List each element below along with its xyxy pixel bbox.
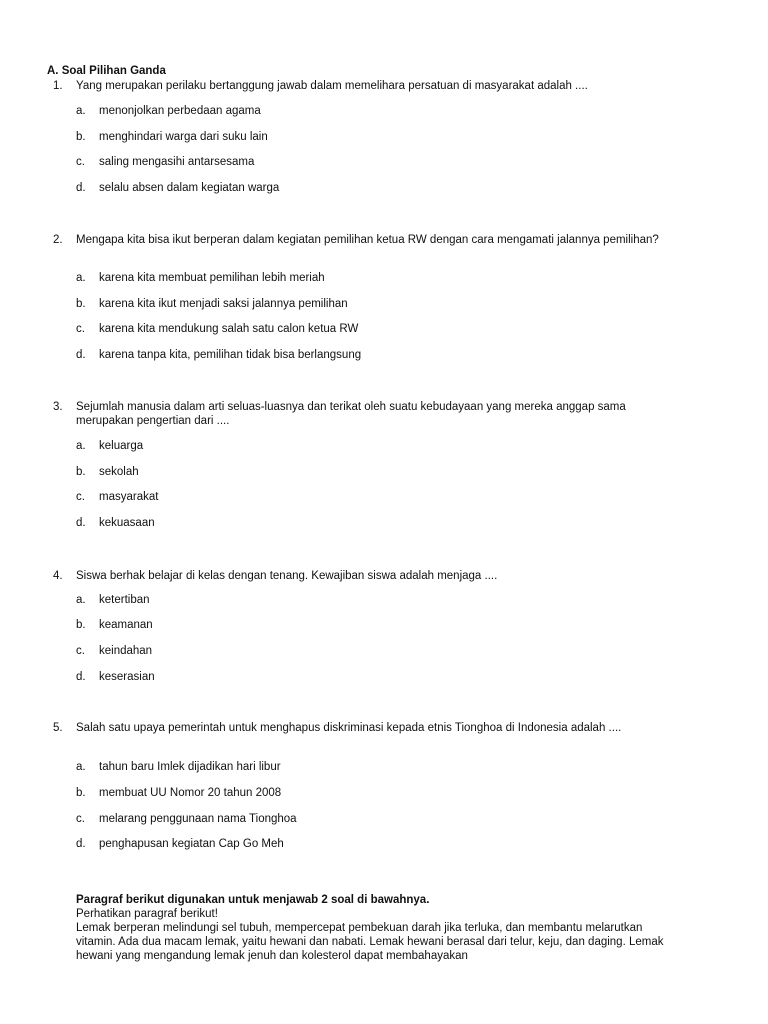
question-number: 4. xyxy=(53,570,63,582)
option-2a xyxy=(0,271,768,285)
option-1a xyxy=(0,104,768,118)
option-3c xyxy=(0,490,768,504)
option-text: keserasian xyxy=(99,671,155,683)
question-number: 3. xyxy=(53,401,63,413)
option-4c xyxy=(0,644,768,658)
option-text: keluarga xyxy=(99,440,144,452)
option-5a xyxy=(0,760,768,774)
option-1c xyxy=(0,155,768,169)
option-letter: b. xyxy=(76,466,86,478)
option-text: selalu absen dalam kegiatan warga xyxy=(99,182,280,194)
option-letter: d. xyxy=(76,182,86,194)
passage-intro: Perhatikan paragraf berikut! xyxy=(76,908,218,920)
option-text: membuat UU Nomor 20 tahun 2008 xyxy=(99,787,282,799)
reading-passage xyxy=(76,893,676,963)
option-text: karena tanpa kita, pemilihan tidak bisa berlangsung xyxy=(99,349,362,361)
option-text: penghapusan kegiatan Cap Go Meh xyxy=(99,838,284,850)
question-text: Sejumlah manusia dalam arti seluas-luasnya dan terikat oleh suatu kebudayaan yang mereka anggap sama merupakan pengertian dari .... xyxy=(76,401,626,427)
option-2b xyxy=(0,297,768,311)
option-letter: c. xyxy=(76,491,85,503)
question-text: Mengapa kita bisa ikut berperan dalam kegiatan pemilihan ketua RW dengan cara mengamati jalannya pemilihan? xyxy=(76,234,659,246)
option-text: sekolah xyxy=(99,466,139,478)
option-letter: a. xyxy=(76,594,86,606)
option-text: menonjolkan perbedaan agama xyxy=(99,105,261,117)
option-letter: d. xyxy=(76,517,86,529)
option-text: tahun baru Imlek dijadikan hari libur xyxy=(99,761,281,773)
option-text: karena kita membuat pemilihan lebih meriah xyxy=(99,272,325,284)
option-text: menghindari warga dari suku lain xyxy=(99,131,268,143)
option-5d xyxy=(0,837,768,851)
passage-body: Lemak berperan melindungi sel tubuh, mempercepat pembekuan darah jika terluka, dan membantu melarutkan vitamin. Ada dua macam lemak, yaitu hewani dan nabati. Lemak hewani berasal dari telur, keju, dan daging. Lemak hewani yang mengandung lemak jenuh dan kolesterol dapat membahayakan xyxy=(76,922,664,962)
option-text: saling mengasihi antarsesama xyxy=(99,156,255,168)
option-letter: d. xyxy=(76,349,86,361)
option-5b xyxy=(0,786,768,800)
option-2d xyxy=(0,348,768,362)
option-text: karena kita ikut menjadi saksi jalannya pemilihan xyxy=(99,298,348,310)
question-number: 5. xyxy=(53,722,63,734)
option-letter: c. xyxy=(76,645,85,657)
question-text: Yang merupakan perilaku bertanggung jawab dalam memelihara persatuan di masyarakat adalah .... xyxy=(76,80,588,92)
option-3b xyxy=(0,465,768,479)
option-letter: b. xyxy=(76,298,86,310)
question-text: Salah satu upaya pemerintah untuk menghapus diskriminasi kepada etnis Tionghoa di Indonesia adalah .... xyxy=(76,722,622,734)
option-letter: b. xyxy=(76,619,86,631)
option-letter: b. xyxy=(76,131,86,143)
option-2c xyxy=(0,322,768,336)
option-4b xyxy=(0,618,768,632)
question-number: 1. xyxy=(53,80,63,92)
option-letter: c. xyxy=(76,323,85,335)
option-text: keindahan xyxy=(99,645,153,657)
option-text: ketertiban xyxy=(99,594,150,606)
option-text: karena kita mendukung salah satu calon ketua RW xyxy=(99,323,359,335)
option-text: keamanan xyxy=(99,619,153,631)
option-4d xyxy=(0,670,768,684)
option-3a xyxy=(0,439,768,453)
question-text: Siswa berhak belajar di kelas dengan tenang. Kewajiban siswa adalah menjaga .... xyxy=(76,570,498,582)
option-letter: c. xyxy=(76,156,85,168)
option-text: kekuasaan xyxy=(99,517,155,529)
option-letter: d. xyxy=(76,838,86,850)
section-title: A. Soal Pilihan Ganda xyxy=(47,65,166,77)
option-text: masyarakat xyxy=(99,491,159,503)
option-1b xyxy=(0,130,768,144)
option-letter: d. xyxy=(76,671,86,683)
option-letter: b. xyxy=(76,787,86,799)
option-letter: c. xyxy=(76,813,85,825)
option-1d xyxy=(0,181,768,195)
option-text: melarang penggunaan nama Tionghoa xyxy=(99,813,297,825)
option-letter: a. xyxy=(76,105,86,117)
question-number: 2. xyxy=(53,234,63,246)
option-letter: a. xyxy=(76,440,86,452)
option-4a xyxy=(0,593,768,607)
option-letter: a. xyxy=(76,761,86,773)
option-3d xyxy=(0,516,768,530)
option-5c xyxy=(0,812,768,826)
option-letter: a. xyxy=(76,272,86,284)
passage-heading: Paragraf berikut digunakan untuk menjawab 2 soal di bawahnya. xyxy=(76,894,430,906)
